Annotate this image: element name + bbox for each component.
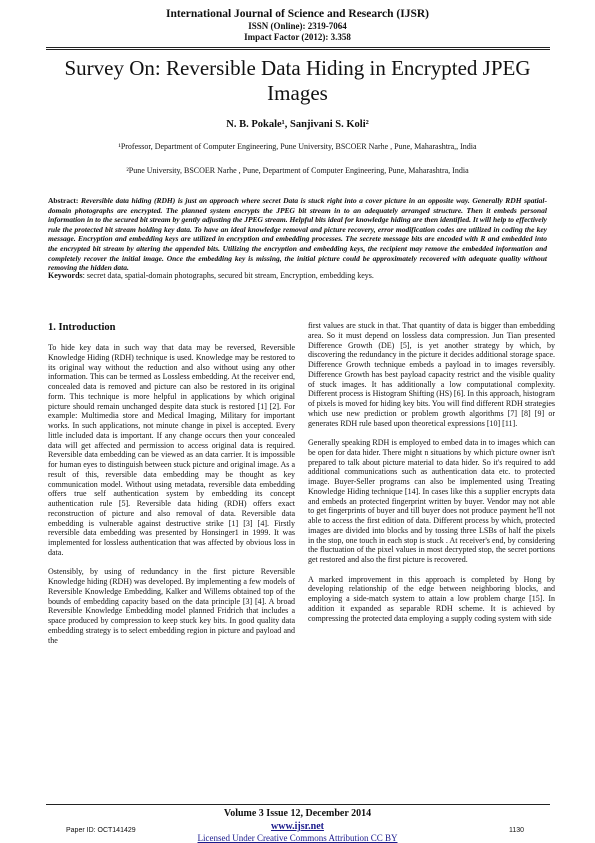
page-number: 1130	[509, 827, 525, 834]
header-divider	[46, 47, 550, 50]
footer-divider	[46, 804, 550, 805]
affiliation-1: ¹Professor, Department of Computer Engineering, Pune University, BSCOER Narhe , Pune, Maharashtra,, India	[118, 142, 477, 151]
abstract-text: Reversible data hiding (RDH) is just an approach where secret Data is stuck right into a cover picture in an opposite way. Generally RDH spatial-domain photographs are encrypted. The planned system encrypts the JPEG bit stream in to an adequately arranged structure. Then it embeds personal information in to the secured bit stream by gently adjusting the JPEG stream. Helpful bits ideal for knowledge hiding are then identified. It will help to effectively rule the protected bit stream holding key data. To have an ideal knowledge removal and picture recovery, error modification codes are utilized in coding the key message. Encryption and embedding keys are utilized in encryption and embedding processes. The secrete message bits are encoded with R and embedded into the encrypted bit stream by altering the appended bits. Utilizing the encryption and embedding keys, the recipient may remove the embedded information and completely recover the initial image. Once the embedding key is missing, the initial picture could be approximately recovered with adequate quality without removing the hidden data.	[48, 196, 547, 273]
license-link[interactable]: Licensed Under Creative Commons Attribution CC BY	[197, 833, 398, 843]
journal-header	[0, 8, 595, 43]
keywords-label: Keywords	[48, 271, 83, 280]
right-column	[308, 321, 555, 633]
left-column	[48, 343, 295, 655]
impact-factor: Impact Factor (2012): 3.358	[244, 32, 351, 42]
paragraph: first values are stuck in that. That quantity of data is bigger than embedding area. So it must depend on lossless data compression. Jun Tian presented Difference Growth (DE) [5], is yet another strategy by which, by discovering the redundancy in the picture it decides additional storage space. Difference Growth technique embeds a payload in to images reversibly. Difference Growth has best payload capacity restrict and the visible quality of stuck images. It has additionally a low computational complexity. Different process is Histogram Shifting (HS) [6]. In this approach, histogram of pixels is moved for hiding key bits. You will find different RDH strategies which use new prediction or problem growth algorithms [7] [8] [9] or generates RDH rule based upon theoretical expressions [10] [11].	[308, 321, 555, 428]
volume-info: Volume 3 Issue 12, December 2014	[223, 808, 372, 819]
paragraph: Generally speaking RDH is employed to embed data in to images which can be open for data hider. There might n situations by which picture owner isn't prepared to talk about picture material to data hider. So it's required to add additional communications such as authentication data etc. to protected image. Buyer-Seller programs can also be implemented using Treating Knowledge Hiding technique [14]. In cases like this a supplier encrypts data and embeds an protected fingerprint written by buyer. Vendor may not able to get fingerprints of buyer and till buyer does not produce payment he'll not able to access the first edition of data. Different process by which, protected images are divided into blocks and by tossing three LSBs of half the pixels in the stop, one touch in each stop is stuck . At receiver's end, by considering the fluctuation of the pixel values in most decrypted stop, the secret portions get restored and also the first picture is recovered.	[308, 438, 555, 564]
issn: ISSN (Online): 2319-7064	[248, 21, 347, 31]
affiliation-2: ²Pune University, BSCOER Narhe , Pune, Department of Computer Engineering, Pune, Maharashtra, India	[126, 166, 469, 175]
paragraph: Ostensibly, by using of redundancy in the first picture Reversible Knowledge hiding (RDH) was developed. By implementing a few models of Reversible Knowledge Embedding, Kalker and Willems obtained top of the bounds of embedding capacity based on the data principle [3] [4]. A broad Reversible Knowledge Embedding model planned Fridrich that includes a space produced by compression to keep stuck key bits. In good quality data embedding strategy is to select embedding region in picture and payload and the	[48, 567, 295, 645]
paragraph: To hide key data in such way that data may be reversed, Reversible Knowledge Hiding (RDH) technique is used. Knowledge may be restored to its original way without the reduction and also without using any other information. This can be termed as Lossless embedding. At the receiver end, concealed data is removed and picture can also be restored in its original form. This technique is more helpful in applications by which original picture should remain unchanged despite data stuck is restored [1] [2]. For example: Multimedia store and Medical Imaging, Military for important works. In such applications, not minute change in pixel is accepted. Every little included data is important. If any change occurs then your concealed data will get affected and permission to access original data is required. Reversible data embedding can be viewed as an data carrier. It is impossible for human eyes to distinguish between stuck picture and original image. As a result of this, reversible data embedding may be thought as key communication model. Without using metadata, reversible data embedding offers true self authentication system by embedding its concept authentication rule [5]. Reversible data hiding (RDH) offers exact reconstruction of picture and also removal of data. Reversible data embedding is vulnerable against destructive strike [1] [3] [4]. Firstly reversible data embedding was presented by Honsinger1 in 1999. It was implemented for lossless authentication that was affected by obvious loss in data.	[48, 343, 295, 557]
abstract	[48, 196, 547, 273]
authors: N. B. Pokale¹, Sanjivani S. Koli²	[226, 119, 369, 130]
paper-id: Paper ID: OCT141429	[66, 827, 136, 834]
paragraph: A marked improvement in this approach is completed by Hong by developing relationship of the edge between neighboring blocks, and employing a side-match system to attain a low problem charge [15]. In addition it expanded as separable RDH scheme. It is achieved by compressing the protected data employing a supply coding system with side	[308, 574, 555, 623]
section-heading-introduction: 1. Introduction	[48, 322, 116, 333]
keywords	[48, 271, 547, 281]
abstract-label: Abstract:	[48, 196, 79, 205]
keywords-text: : secret data, spatial-domain photographs, secured bit stream, Encryption, embedding keys.	[82, 271, 374, 280]
journal-name: International Journal of Science and Research (IJSR)	[165, 8, 429, 20]
paper-title: Survey On: Reversible Data Hiding in Encrypted JPEG Images	[64, 56, 531, 105]
journal-website-link[interactable]: www.ijsr.net	[271, 821, 324, 832]
